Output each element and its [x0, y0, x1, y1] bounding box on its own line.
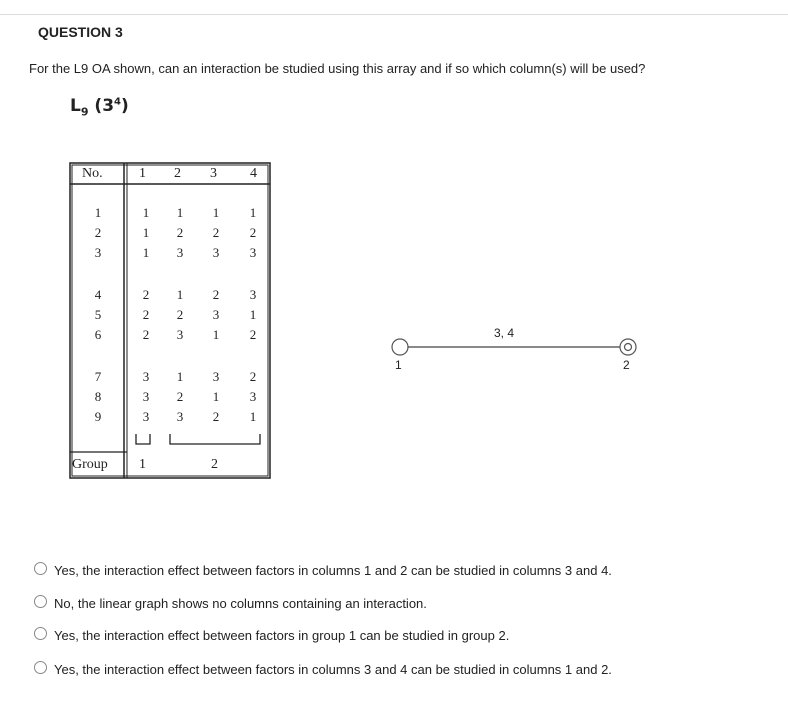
graph-edge-label: 3, 4: [494, 326, 515, 340]
oa-cell: 3: [212, 245, 220, 260]
oa-row-no: 2: [94, 225, 102, 240]
oa-row-no: 9: [94, 409, 102, 424]
oa-cell: 1: [212, 205, 220, 220]
array-exponent: 4: [114, 96, 121, 108]
oa-col-header: 4: [250, 166, 257, 181]
graph-node-left: [392, 339, 408, 355]
oa-cell: 1: [249, 409, 257, 424]
oa-cell: 1: [212, 389, 220, 404]
oa-cell: 2: [212, 225, 220, 240]
oa-cell: 2: [142, 307, 150, 322]
oa-cell: 1: [142, 225, 150, 240]
oa-row-no: 8: [94, 389, 102, 404]
oa-row-no: 7: [94, 369, 102, 384]
array-levels-close: ): [121, 96, 129, 116]
oa-row-no: 1: [94, 205, 102, 220]
answer-option-label[interactable]: Yes, the interaction effect between factors in group 1 can be studied in group 2.: [54, 628, 510, 643]
radio-button[interactable]: [34, 661, 47, 674]
oa-cell: 2: [176, 307, 184, 322]
oa-col-header: 3: [210, 166, 217, 181]
oa-row-no: 3: [94, 245, 102, 260]
array-sub: 9: [80, 105, 89, 119]
oa-cell: 2: [249, 225, 257, 240]
oa-cell: 1: [249, 307, 257, 322]
answer-option-label[interactable]: Yes, the interaction effect between factors in columns 3 and 4 can be studied in columns 1 and 2.: [54, 662, 612, 677]
oa-col-header: 1: [139, 166, 146, 181]
linear-graph-drawing: [385, 320, 655, 380]
oa-cell: 3: [142, 369, 150, 384]
oa-group-label: Group: [72, 457, 108, 472]
oa-cell: 2: [142, 287, 150, 302]
oa-cell: 3: [176, 245, 184, 260]
radio-button[interactable]: [34, 627, 47, 640]
oa-cell: 1: [176, 287, 184, 302]
oa-cell: 3: [249, 389, 257, 404]
graph-node-right-label: 2: [623, 358, 630, 372]
oa-cell: 2: [176, 389, 184, 404]
oa-cell: 1: [176, 205, 184, 220]
oa-row-no: 6: [94, 327, 102, 342]
oa-cell: 2: [249, 369, 257, 384]
graph-node-right-outer: [620, 339, 636, 355]
oa-cell: 3: [249, 245, 257, 260]
oa-group-2: 2: [211, 457, 218, 472]
oa-row-no: 5: [94, 307, 102, 322]
radio-button[interactable]: [34, 562, 47, 575]
array-title: [70, 96, 129, 118]
oa-cell: 2: [249, 327, 257, 342]
oa-col-header: 2: [174, 166, 181, 181]
array-name: L: [70, 96, 81, 116]
oa-cell: 3: [142, 409, 150, 424]
oa-cell: 2: [176, 225, 184, 240]
oa-row-no: 4: [94, 287, 102, 302]
oa-cell: 1: [176, 369, 184, 384]
answer-option-label[interactable]: Yes, the interaction effect between factors in columns 1 and 2 can be studied in columns 3 and 4.: [54, 563, 612, 578]
oa-cell: 2: [142, 327, 150, 342]
oa-table: [66, 162, 272, 480]
oa-cell: 2: [212, 287, 220, 302]
oa-cell: 3: [176, 409, 184, 424]
question-title: QUESTION 3: [38, 24, 123, 40]
oa-cell: 3: [212, 307, 220, 322]
oa-cell: 1: [142, 205, 150, 220]
answer-option-label[interactable]: No, the linear graph shows no columns containing an interaction.: [54, 596, 427, 611]
question-text: For the L9 OA shown, can an interaction be studied using this array and if so which column(s) will be used?: [29, 61, 646, 76]
oa-group-1: 1: [139, 457, 146, 472]
oa-cell: 3: [249, 287, 257, 302]
oa-cell: 1: [249, 205, 257, 220]
radio-button[interactable]: [34, 595, 47, 608]
oa-cell: 3: [176, 327, 184, 342]
oa-cell: 2: [212, 409, 220, 424]
oa-cell: 1: [142, 245, 150, 260]
oa-cell: 1: [212, 327, 220, 342]
oa-cell: 3: [142, 389, 150, 404]
linear-graph: [385, 320, 655, 380]
oa-header-no: No.: [82, 166, 103, 181]
graph-node-left-label: 1: [395, 358, 402, 372]
top-divider: [0, 14, 788, 15]
array-levels-open: (3: [88, 96, 115, 116]
oa-cell: 3: [212, 369, 220, 384]
